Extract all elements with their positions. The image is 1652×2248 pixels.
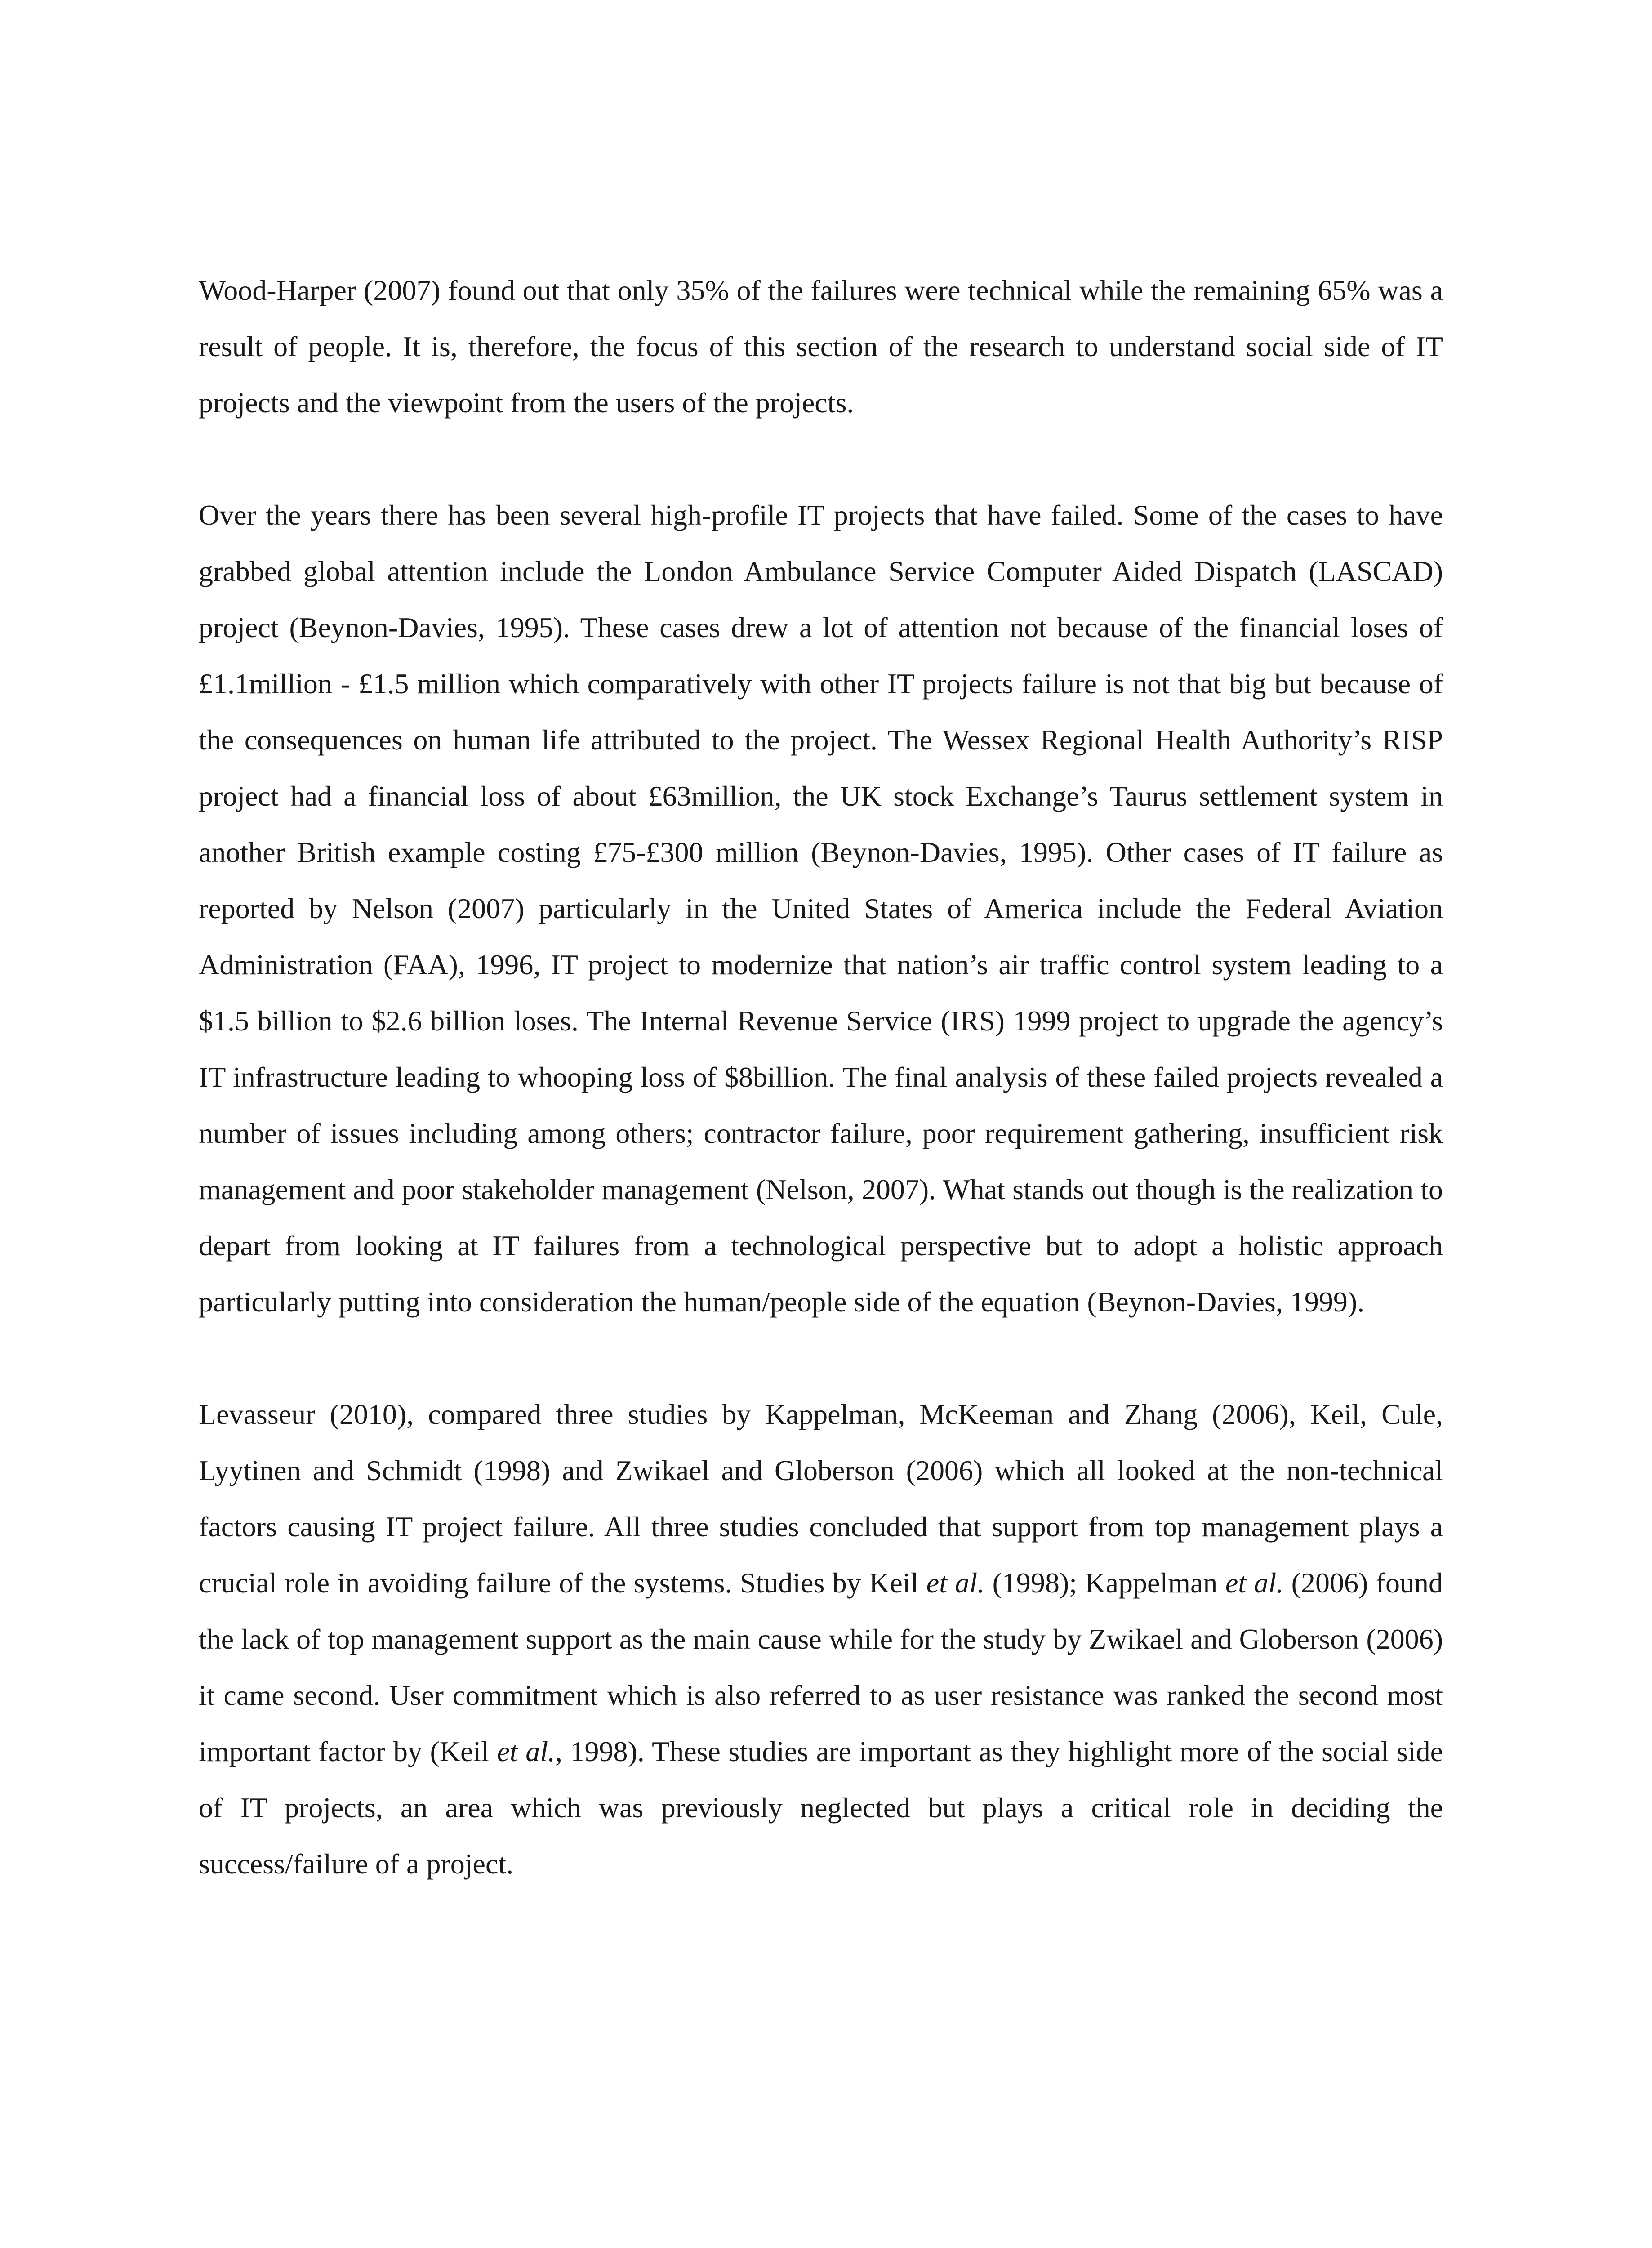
paragraph-1 bbox=[199, 262, 1443, 431]
paragraph-3-text-b: (1998); Kappelman bbox=[984, 1567, 1225, 1599]
paragraph-1-text: Wood-Harper (2007) found out that only 35% of the failures were technical while the remaining 65% was a result of people. It is, therefore, the focus of this section of the research to understand social side of IT projects and the viewpoint from the users of the projects. bbox=[199, 274, 1443, 419]
paragraph-2 bbox=[199, 487, 1443, 1330]
paragraph-3-text-a: Levasseur (2010), compared three studies by Kappelman, McKeeman and Zhang (2006), Keil, Cule, Lyytinen and Schmidt (1998) and Zwikael and Globerson (2006) which all looked at the non-technical factors causing IT project failure. All three studies concluded that support from top management plays a crucial role in avoiding failure of the systems. Studies by Keil bbox=[199, 1398, 1443, 1599]
citation-et-al: et al. bbox=[497, 1735, 555, 1767]
body-text bbox=[199, 262, 1443, 1892]
paragraph-2-text: Over the years there has been several high-profile IT projects that have failed. Some of the cases to have grabbed global attention include the London Ambulance Service Computer Aided Dispatch (LASCAD) project (Beynon-Davies, 1995). These cases drew a lot of attention not because of the financial loses of £1.1million - £1.5 million which comparatively with other IT projects failure is not that big but because of the consequences on human life attributed to the project. The Wessex Regional Health Authority’s RISP project had a financial loss of about £63million, the UK stock Exchange’s Taurus settlement system in another British example costing £75-£300 million (Beynon-Davies, 1995). Other cases of IT failure as reported by Nelson (2007) particularly in the United States of America include the Federal Aviation Administration (FAA), 1996, IT project to modernize that nation’s air traffic control system leading to a $1.5 billion to $2.6 billion loses. The Internal Revenue Service (IRS) 1999 project to upgrade the agency’s IT infrastructure leading to whooping loss of $8billion. The final analysis of these failed projects revealed a number of issues including among others; contractor failure, poor requirement gathering, insufficient risk management and poor stakeholder management (Nelson, 2007). What stands out though is the realization to depart from looking at IT failures from a technological perspective but to adopt a holistic approach particularly putting into consideration the human/people side of the equation (Beynon-Davies, 1999). bbox=[199, 499, 1443, 1318]
paragraph-3-text-d: , 1998). These studies are important as they highlight more of the social side of IT projects, an area which was previously neglected but plays a critical role in deciding the success/failure of a project. bbox=[199, 1735, 1443, 1880]
paragraph-3-text-c: (2006) found the lack of top management support as the main cause while for the study by Zwikael and Globerson (2006) it came second. User commitment which is also referred to as user resistance was ranked the second most important factor by (Keil bbox=[199, 1567, 1443, 1767]
citation-et-al: et al. bbox=[926, 1567, 985, 1599]
citation-et-al: et al. bbox=[1225, 1567, 1284, 1599]
paragraph-3 bbox=[199, 1386, 1443, 1892]
